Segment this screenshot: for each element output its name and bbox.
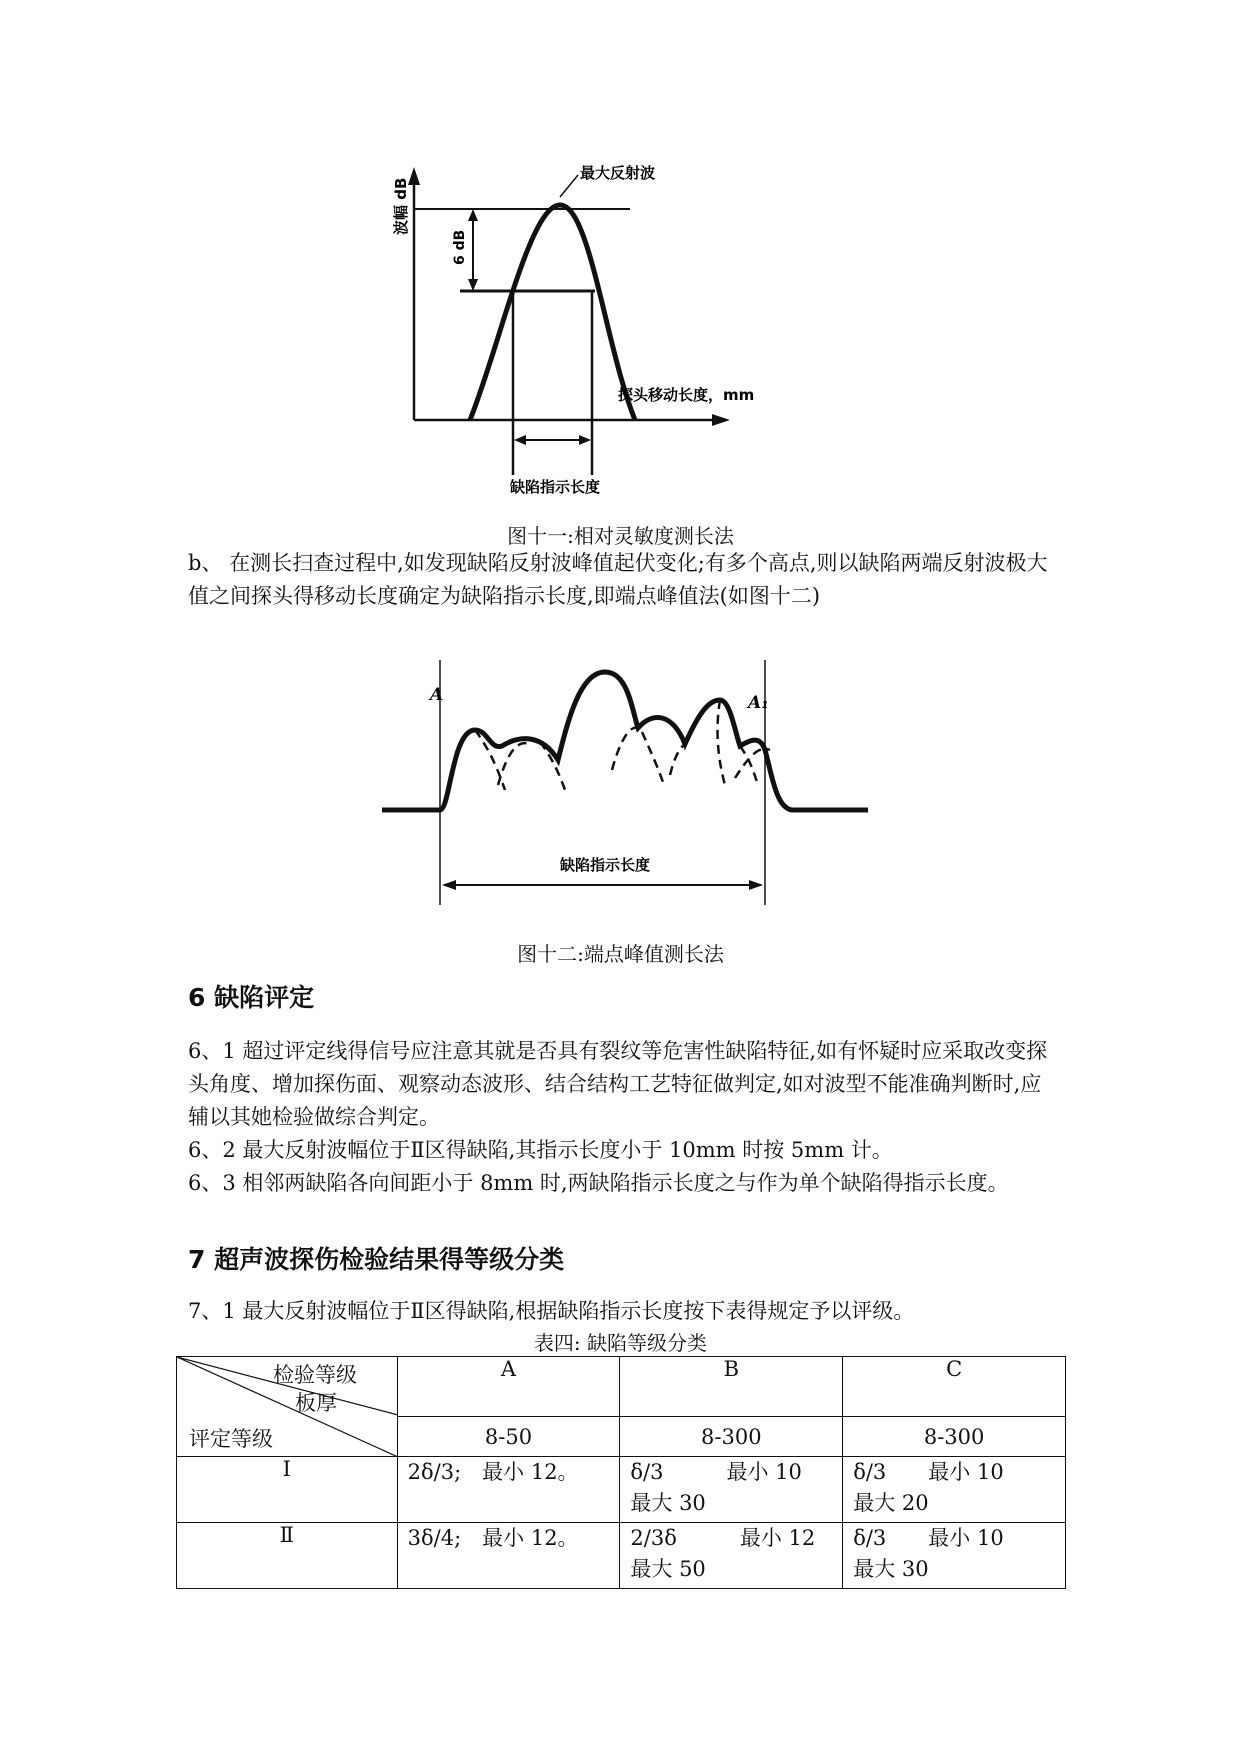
label-a1: A₁ <box>748 693 769 713</box>
section-7-heading: 7 超声波探伤检验结果得等级分类 <box>188 1245 565 1274</box>
level-1-label: Ⅰ <box>177 1457 398 1523</box>
x-axis-label: 探头移动长度，mm <box>618 386 755 404</box>
figure-11 <box>380 165 900 495</box>
grade-b-header: B <box>620 1357 843 1417</box>
thickness-c: 8-300 <box>843 1417 1066 1457</box>
level-2-grade-a: 3δ/4; 最小 12。 <box>397 1523 620 1589</box>
corner-bottom-label: 评定等级 <box>189 1427 273 1451</box>
y-axis-label: 波幅 dB <box>392 177 410 235</box>
section-6-paragraph-3: 6、3 相邻两缺陷各向间距小于 8mm 时,两缺陷指示长度之与作为单个缺陷得指示长度。 <box>188 1171 1009 1195</box>
six-db-label: 6 dB <box>452 229 468 265</box>
label-a: A <box>430 685 444 705</box>
table-title: 表四: 缺陷等级分类 <box>533 1331 708 1355</box>
figure-12-caption: 图十二:端点峰值测长法 <box>517 942 724 966</box>
corner-top-label: 检验等级 <box>273 1363 357 1387</box>
defect-grade-table <box>176 1356 1066 1589</box>
level-2-grade-c: δ/3 最小 10 最大 30 <box>843 1523 1066 1589</box>
level-1-grade-a: 2δ/3; 最小 12。 <box>397 1457 620 1523</box>
length-label: 缺陷指示长度 <box>510 478 601 495</box>
level-1-grade-b: δ/3 最小 10 最大 30 <box>620 1457 843 1523</box>
table-row <box>177 1523 1066 1589</box>
thickness-b: 8-300 <box>620 1417 843 1457</box>
grade-a-header: A <box>397 1357 620 1417</box>
paragraph-b: b、 在测长扫查过程中,如发现缺陷反射波峰值起伏变化;有多个高点,则以缺陷两端反射波极大值之间探头得移动长度确定为缺陷指示长度,即端点峰值法(如图十二) <box>188 551 1048 608</box>
level-2-grade-b: 2/3δ 最小 12 最大 50 <box>620 1523 843 1589</box>
peak-label: 最大反射波 <box>580 165 656 183</box>
section-6-paragraph-1: 6、1 超过评定线得信号应注意其就是否具有裂纹等危害性缺陷特征,如有怀疑时应采取改变探头角度、增加探伤面、观察动态波形、结合结构工艺特征做判定,如对波型不能准确判断时,应辅以其她检验做综合判定。 <box>188 1039 1048 1129</box>
figure-12 <box>380 660 880 910</box>
figure-11-caption: 图十一:相对灵敏度测长法 <box>507 524 734 548</box>
section-6-heading: 6 缺陷评定 <box>188 983 315 1012</box>
level-2-label: Ⅱ <box>177 1523 398 1589</box>
grade-c-header: C <box>843 1357 1066 1417</box>
level-1-grade-c: δ/3 最小 10 最大 20 <box>843 1457 1066 1523</box>
thickness-a: 8-50 <box>397 1417 620 1457</box>
section-6-paragraph-2: 6、2 最大反射波幅位于Ⅱ区得缺陷,其指示长度小于 10mm 时按 5mm 计。 <box>188 1138 893 1162</box>
section-7-paragraph-1: 7、1 最大反射波幅位于Ⅱ区得缺陷,根据缺陷指示长度按下表得规定予以评级。 <box>188 1299 915 1323</box>
table-row <box>177 1457 1066 1523</box>
length-label: 缺陷指示长度 <box>560 856 651 874</box>
corner-mid-label: 板厚 <box>295 1391 337 1415</box>
table-corner-cell <box>177 1357 398 1457</box>
